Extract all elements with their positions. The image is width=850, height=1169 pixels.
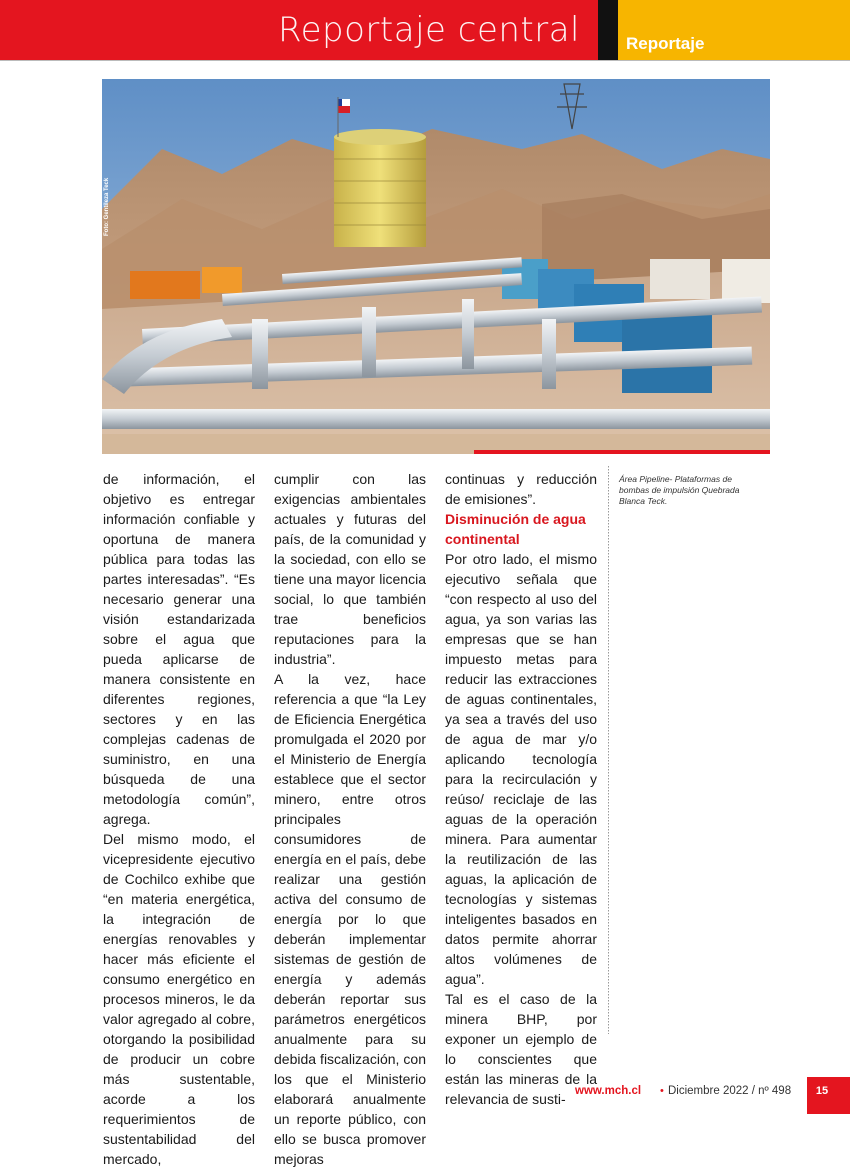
header-red-band	[0, 0, 598, 60]
pipeline-photo	[102, 79, 770, 454]
photo-credit: Foto: Gentileza Teck	[104, 177, 110, 236]
header-yellow-band	[618, 0, 850, 60]
text-column-3	[445, 469, 597, 1109]
photo-caption: Área Pipeline- Plataformas de bombas de impulsión Quebrada Blanca Teck.	[619, 474, 740, 506]
header-rule	[0, 60, 850, 61]
page-number-box	[807, 1077, 850, 1114]
paragraph: Por otro lado, el mismo ejecutivo señala que “con respecto al uso del agua, ya son varias las empresas que se han impuesto metas para reducir las extracciones de aguas continentales, ya sea a través del uso de agua de mar y/o aplicando tecnología para la recirculación y reúso/ reciclaje de las aguas de la operación minera. Para aumentar la reutilización de las aguas, la aplicación de tecnologías y sistemas inteligentes basados en datos permite ahorrar altos volúmenes de agua”.	[445, 551, 597, 987]
footer-issue-date: Diciembre 2022 / nº 498	[668, 1085, 792, 1097]
photo-accent-bar	[474, 450, 770, 454]
paragraph: continuas y reducción de emisiones”.	[445, 471, 597, 507]
header-divider	[598, 0, 618, 60]
column-divider	[608, 466, 609, 1034]
paragraph: Tal es el caso de la minera BHP, por exponer un ejemplo de lo conscientes que están las mineras de la relevancia de susti-	[445, 991, 597, 1107]
text-column-2	[274, 469, 426, 1169]
paragraph: de información, el objetivo es entregar información confiable y oportuna de manera pública para todas las partes interesadas”. “Es necesario generar una visión estandarizada sobre el agua que pueda aplicarse de manera consistente en diferentes regiones, sectores y en las complejas cadenas de suministro, en una búsqueda de una metodología común”, agrega.	[103, 471, 255, 827]
footer-separator: •	[660, 1085, 664, 1097]
paragraph: A la vez, hace referencia a que “la Ley de Eficiencia Energética promulgada el 2020 por el Ministerio de Energía establece que el sector minero, entre otros principales consumidores de energía en el país, debe realizar una gestión activa del consumo de energía por lo que deberán implementar sistemas de gestión de energía y además deberán reportar sus parámetros energéticos anualmente para su debida fiscalización, con los que el Ministerio elaborará anualmente un reporte público, con ello se busca promover mejoras	[274, 671, 426, 1167]
text-column-1	[103, 469, 255, 1169]
subheading: Disminución de agua continental	[445, 511, 586, 547]
section-label: Reportaje	[626, 34, 705, 53]
footer-url[interactable]: www.mch.cl	[575, 1085, 642, 1097]
paragraph: cumplir con las exigencias ambientales actuales y futuras del país, de la comunidad y la sociedad, con ello se tiene una mayor licencia social, lo que también trae beneficios reputaciones para la industria”.	[274, 471, 426, 667]
paragraph: Del mismo modo, el vicepresidente ejecutivo de Cochilco exhibe que “en materia energética, la integración de energías renovables y hacer más eficiente el consumo energético en procesos mineros, le da valor agregado al cobre, otorgando la posibilidad de producir un cobre más sustentable, acorde a los requerimientos de sustentabilidad del mercado,	[103, 831, 255, 1167]
section-title: Reportaje central	[278, 10, 580, 50]
page-number: 15	[815, 1085, 829, 1097]
